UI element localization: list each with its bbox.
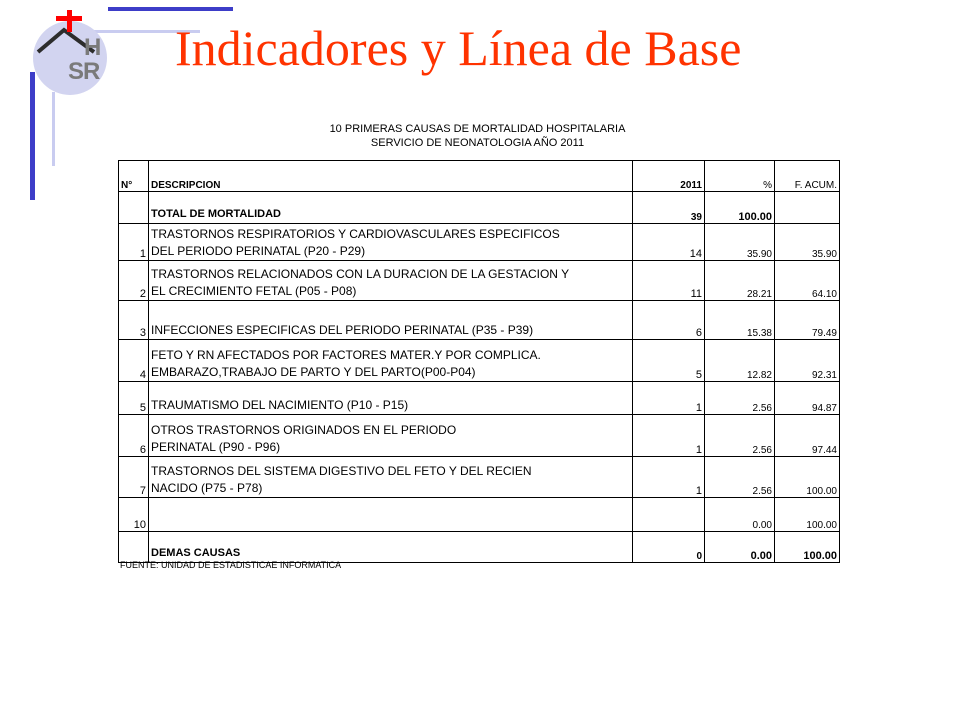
table-row-demas — [119, 532, 840, 563]
row-number: 3 — [119, 301, 149, 340]
row-number: 2 — [119, 261, 149, 301]
row-count: 6 — [633, 301, 705, 340]
row-number: 1 — [119, 224, 149, 261]
row-count — [633, 498, 705, 532]
table-row — [119, 382, 840, 415]
row-pct: 15.38 — [705, 301, 775, 340]
table-row — [119, 261, 840, 301]
demas-count: 0 — [633, 532, 705, 563]
row-pct: 2.56 — [705, 382, 775, 415]
row-count: 5 — [633, 340, 705, 382]
row-pct: 2.56 — [705, 457, 775, 498]
col-header-n: N° — [119, 161, 149, 192]
demas-pct: 0.00 — [705, 532, 775, 563]
table-row — [119, 301, 840, 340]
row-acum: 94.87 — [775, 382, 840, 415]
logo-letters-sr: SR — [68, 58, 100, 85]
accent-bar-top — [108, 7, 233, 11]
row-acum: 79.49 — [775, 301, 840, 340]
row-description: TRASTORNOS RESPIRATORIOS Y CARDIOVASCULARES ESPECIFICOS DEL PERIODO PERINATAL (P20 - P29) — [149, 224, 633, 261]
total-count: 39 — [633, 192, 705, 224]
table-row — [119, 415, 840, 457]
row-acum: 100.00 — [775, 498, 840, 532]
table-row — [119, 224, 840, 261]
row-acum: 97.44 — [775, 415, 840, 457]
row-pct: 12.82 — [705, 340, 775, 382]
mortality-table — [118, 160, 840, 563]
row-description: OTROS TRASTORNOS ORIGINADOS EN EL PERIODO PERINATAL (P90 - P96) — [149, 415, 633, 457]
row-count: 1 — [633, 382, 705, 415]
row-pct: 2.56 — [705, 415, 775, 457]
row-description — [149, 498, 633, 532]
total-label: TOTAL DE MORTALIDAD — [149, 192, 633, 224]
row-acum: 92.31 — [775, 340, 840, 382]
logo-letter-h: H — [84, 34, 102, 61]
row-description: TRASTORNOS RELACIONADOS CON LA DURACION DE LA GESTACION Y EL CRECIMIENTO FETAL (P05 - P08) — [149, 261, 633, 301]
page-title: Indicadores y Línea de Base — [175, 20, 742, 76]
row-description: TRAUMATISMO DEL NACIMIENTO (P10 - P15) — [149, 382, 633, 415]
row-description: FETO Y RN AFECTADOS POR FACTORES MATER.Y POR COMPLICA. EMBARAZO,TRABAJO DE PARTO Y DEL PARTO(P00-P04) — [149, 340, 633, 382]
row-description: INFECCIONES ESPECIFICAS DEL PERIODO PERINATAL (P35 - P39) — [149, 301, 633, 340]
table-row — [119, 340, 840, 382]
demas-label: DEMAS CAUSAS — [149, 532, 633, 563]
total-acum — [775, 192, 840, 224]
demas-acum: 100.00 — [775, 532, 840, 563]
table-title-line2: SERVICIO DE NEONATOLOGIA AÑO 2011 — [370, 137, 585, 149]
row-count: 11 — [633, 261, 705, 301]
table-row — [119, 498, 840, 532]
table-header-row — [119, 161, 840, 192]
row-number: 6 — [119, 415, 149, 457]
row-pct: 35.90 — [705, 224, 775, 261]
row-count: 1 — [633, 415, 705, 457]
row-number: 10 — [119, 498, 149, 532]
table-title-line1: 10 PRIMERAS CAUSAS DE MORTALIDAD HOSPITALARIA — [329, 123, 626, 135]
total-pct: 100.00 — [705, 192, 775, 224]
source-note: FUENTE: UNIDAD DE ESTADISTICAE INFORMATICA — [120, 560, 342, 570]
row-acum: 100.00 — [775, 457, 840, 498]
row-description: TRASTORNOS DEL SISTEMA DIGESTIVO DEL FETO Y DEL RECIEN NACIDO (P75 - P78) — [149, 457, 633, 498]
table-row — [119, 457, 840, 498]
row-acum: 35.90 — [775, 224, 840, 261]
row-pct: 28.21 — [705, 261, 775, 301]
col-header-descripcion: DESCRIPCION — [149, 161, 633, 192]
row-acum: 64.10 — [775, 261, 840, 301]
accent-bar-light-left — [52, 92, 55, 166]
col-header-pct: % — [705, 161, 775, 192]
row-count: 1 — [633, 457, 705, 498]
row-number: 5 — [119, 382, 149, 415]
hospital-logo — [30, 6, 110, 96]
table-row-total — [119, 192, 840, 224]
col-header-year: 2011 — [633, 161, 705, 192]
col-header-acum: F. ACUM. — [775, 161, 840, 192]
row-count: 14 — [633, 224, 705, 261]
row-number: 7 — [119, 457, 149, 498]
row-pct: 0.00 — [705, 498, 775, 532]
row-number: 4 — [119, 340, 149, 382]
